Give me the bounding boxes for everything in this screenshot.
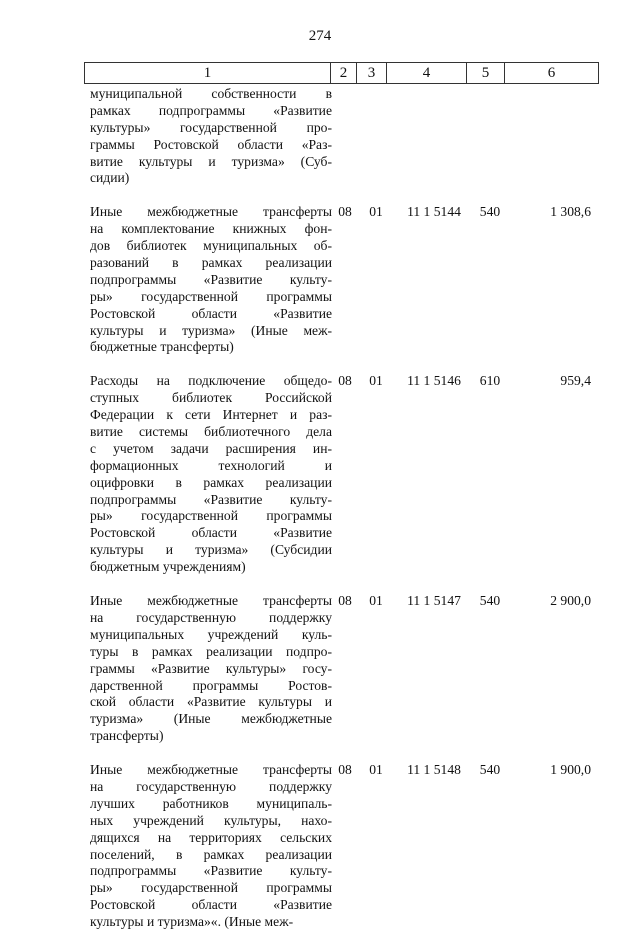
description-line: оцифровки в рамках реализации [90, 474, 332, 490]
table-row [84, 593, 598, 745]
expense-type-code: 540 [479, 593, 501, 609]
description-line: Ростовской области «Развитие [90, 897, 332, 913]
description-line: подпрограммы «Развитие культу- [90, 491, 332, 507]
description-line: Ростовской области «Развитие [90, 305, 332, 321]
description-line: на государственную поддержку [90, 609, 332, 625]
description-line: Иные межбюджетные трансферты [90, 204, 332, 220]
amount: 1 308,6 [550, 204, 591, 220]
description-line: трансферты) [90, 728, 164, 744]
description-line: ры» государственной программы [90, 880, 332, 896]
description-line: лучших работников муниципаль- [90, 795, 332, 811]
description-line: культуры и туризма» (Субсидии [90, 542, 332, 558]
description-line: витие культуры и туризма» (Суб- [90, 153, 332, 169]
amount: 1 900,0 [550, 762, 591, 778]
row-description [84, 762, 332, 931]
target-article-code: 11 1 5148 [407, 762, 461, 778]
description-line: дов библиотек муниципальных об- [90, 238, 332, 254]
row-description [84, 204, 332, 356]
subsection-code: 01 [369, 373, 383, 389]
header-col-1: 1 [85, 63, 331, 84]
section-code: 08 [338, 373, 352, 389]
description-line: культуры и туризма»«. (Иные меж- [90, 914, 294, 930]
description-line: бюджетные трансферты) [90, 339, 234, 355]
subsection-code: 01 [369, 762, 383, 778]
row-description [84, 593, 332, 745]
description-line: дарственной программы Ростов- [90, 677, 332, 693]
description-line: культуры» государственной про- [90, 119, 332, 135]
description-line: Расходы на подключение общедо- [90, 373, 332, 389]
subsection-code: 01 [369, 593, 383, 609]
page-number: 274 [308, 28, 332, 44]
description-line: на государственную поддержку [90, 778, 332, 794]
target-article-code: 11 1 5144 [407, 204, 461, 220]
description-line: дящихся на территориях сельских [90, 829, 332, 845]
section-code: 08 [338, 204, 352, 220]
column-header-row [85, 63, 599, 84]
description-line: поселений, в рамках реализации [90, 846, 332, 862]
description-line: формационных технологий и [90, 457, 332, 473]
description-line: граммы «Развитие культуры» госу- [90, 660, 332, 676]
row-description [84, 86, 332, 187]
description-line: туры в рамках реализации подпро- [90, 643, 332, 659]
description-line: ных учреждений культуры, нахо- [90, 812, 332, 828]
description-line: Ростовской области «Развитие [90, 525, 332, 541]
expense-type-code: 610 [479, 373, 501, 389]
description-line: витие системы библиотечного дела [90, 424, 332, 440]
description-line: подпрограммы «Развитие культу- [90, 271, 332, 287]
description-line: Иные межбюджетные трансферты [90, 593, 332, 609]
subsection-code: 01 [369, 204, 383, 220]
description-line: рамках подпрограммы «Развитие [90, 102, 332, 118]
description-line: Федерации к сети Интернет и раз- [90, 407, 332, 423]
row-description [84, 373, 332, 576]
budget-table-body [84, 86, 598, 931]
column-header-table [84, 62, 599, 84]
description-line: муниципальной собственности в [90, 86, 332, 101]
description-line: сидии) [90, 170, 130, 186]
table-row [84, 86, 598, 187]
description-line: культуры и туризма» (Иные меж- [90, 322, 332, 338]
section-code: 08 [338, 762, 352, 778]
description-line: ры» государственной программы [90, 508, 332, 524]
target-article-code: 11 1 5147 [407, 593, 461, 609]
expense-type-code: 540 [479, 762, 501, 778]
header-col-5: 5 [467, 63, 505, 84]
table-row [84, 373, 598, 576]
description-line: ры» государственной программы [90, 288, 332, 304]
table-row [84, 762, 598, 931]
description-line: муниципальных учреждений куль- [90, 626, 332, 642]
amount: 2 900,0 [550, 593, 591, 609]
header-col-4: 4 [387, 63, 467, 84]
description-line: с учетом задачи расширения ин- [90, 440, 332, 456]
header-col-2: 2 [331, 63, 357, 84]
description-line: подпрограммы «Развитие культу- [90, 863, 332, 879]
amount: 959,4 [560, 373, 591, 389]
section-code: 08 [338, 593, 352, 609]
expense-type-code: 540 [479, 204, 501, 220]
description-line: Иные межбюджетные трансферты [90, 762, 332, 778]
description-line: ступных библиотек Российской [90, 390, 332, 406]
header-col-3: 3 [357, 63, 387, 84]
description-line: бюджетным учреждениям) [90, 559, 246, 575]
target-article-code: 11 1 5146 [407, 373, 461, 389]
description-line: граммы Ростовской области «Раз- [90, 136, 332, 152]
table-row [84, 204, 598, 356]
description-line: туризма» (Иные межбюджетные [90, 711, 332, 727]
description-line: разований в рамках реализации [90, 255, 332, 271]
header-col-6: 6 [505, 63, 599, 84]
description-line: ской области «Развитие культуры и [90, 694, 332, 710]
description-line: на комплектование книжных фон- [90, 221, 332, 237]
